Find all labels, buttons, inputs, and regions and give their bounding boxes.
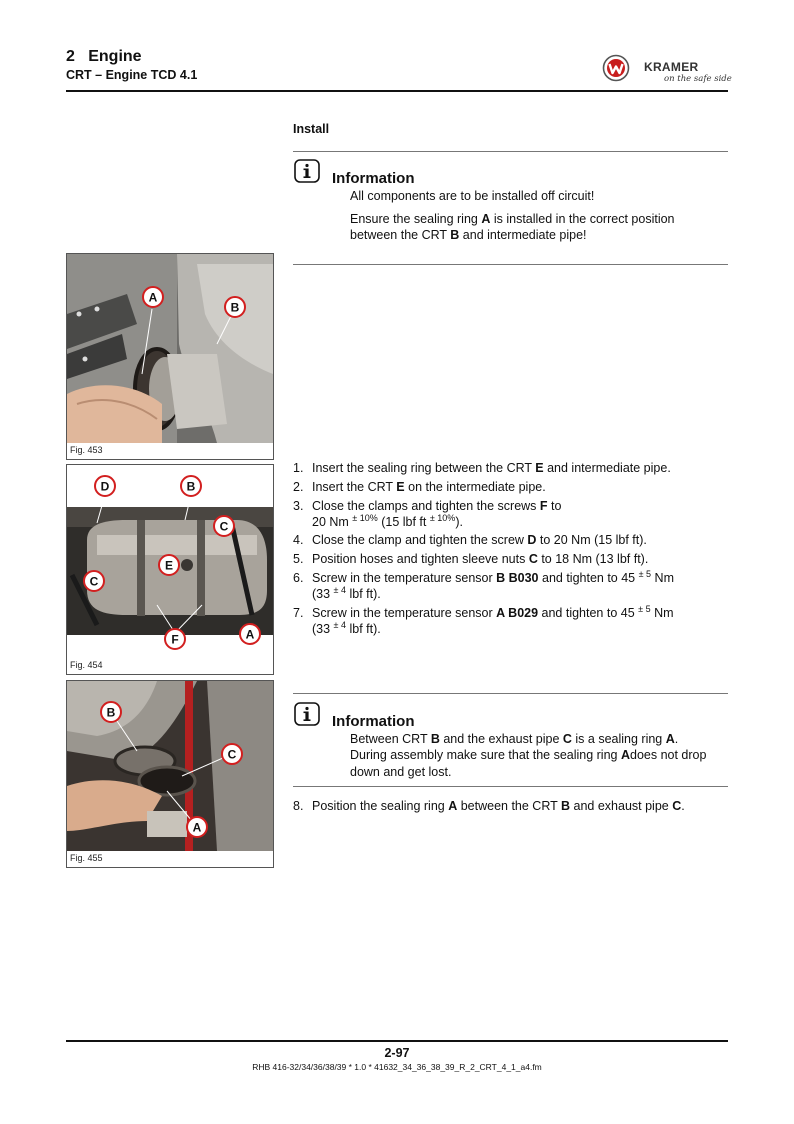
svg-text:A: A — [148, 290, 158, 305]
callout-c — [222, 744, 242, 764]
divider — [293, 151, 728, 152]
figure-455 — [66, 680, 274, 868]
chapter-heading: 2 Engine — [66, 48, 142, 65]
svg-text:C: C — [227, 747, 237, 762]
logo-wordmark: KRAMER — [644, 60, 699, 74]
figure-453 — [66, 253, 274, 460]
svg-text:C: C — [219, 519, 229, 534]
svg-text:C: C — [89, 574, 99, 589]
divider — [293, 693, 728, 694]
figure-label: Fig. 455 — [70, 853, 103, 863]
kramer-logo — [600, 52, 730, 88]
callout-f — [165, 629, 185, 649]
svg-text:B: B — [186, 479, 196, 494]
figure-454-photo — [67, 465, 273, 658]
svg-text:D: D — [100, 479, 110, 494]
svg-text:E: E — [164, 558, 174, 573]
figure-453-photo — [67, 254, 273, 443]
document-reference: RHB 416-32/34/36/38/39 * 1.0 * 41632_34_36_38_39_R_2_CRT_4_1_a4.fm — [252, 1062, 542, 1072]
svg-text:B: B — [230, 300, 240, 315]
callout-e — [159, 555, 179, 575]
callout-a — [143, 287, 163, 307]
info-text: down and get lost. — [350, 765, 452, 779]
callout-b — [181, 476, 201, 496]
figure-label: Fig. 453 — [70, 445, 103, 455]
section-title: Install — [293, 122, 330, 136]
info-title: Information — [332, 713, 415, 730]
footer-rule — [66, 1040, 728, 1042]
info-text: Between CRT B and the exhaust pipe C is a sealing ring A. — [350, 732, 679, 746]
figure-label: Fig. 454 — [70, 660, 103, 670]
info-text: between the CRT B and intermediate pipe! — [350, 228, 587, 242]
divider — [293, 264, 728, 265]
figure-455-photo — [67, 681, 273, 851]
page-number: 2-97 — [384, 1046, 410, 1060]
callout-d — [95, 476, 115, 496]
chapter-subtitle: CRT – Engine TCD 4.1 — [66, 68, 198, 82]
kramer-emblem-icon — [602, 54, 630, 82]
information-icon — [294, 159, 320, 183]
callout-c — [84, 571, 104, 591]
callout-c — [214, 516, 234, 536]
header-rule — [66, 90, 728, 92]
divider — [293, 786, 728, 787]
svg-text:F: F — [171, 632, 179, 647]
callout-b — [225, 297, 245, 317]
figure-454 — [66, 464, 274, 675]
info-text: All components are to be installed off circuit! — [350, 189, 595, 203]
callout-a — [240, 624, 260, 644]
svg-text:B: B — [106, 705, 116, 720]
logo-slogan: on the safe side — [664, 74, 732, 84]
info-text: During assembly make sure that the sealing ring Adoes not drop — [350, 748, 707, 762]
callout-a — [187, 817, 207, 837]
info-text: Ensure the sealing ring A is installed in the correct position — [350, 212, 675, 226]
information-icon — [294, 702, 320, 726]
callout-b — [101, 702, 121, 722]
svg-text:A: A — [192, 820, 202, 835]
svg-text:A: A — [245, 627, 255, 642]
info-title: Information — [332, 170, 415, 187]
